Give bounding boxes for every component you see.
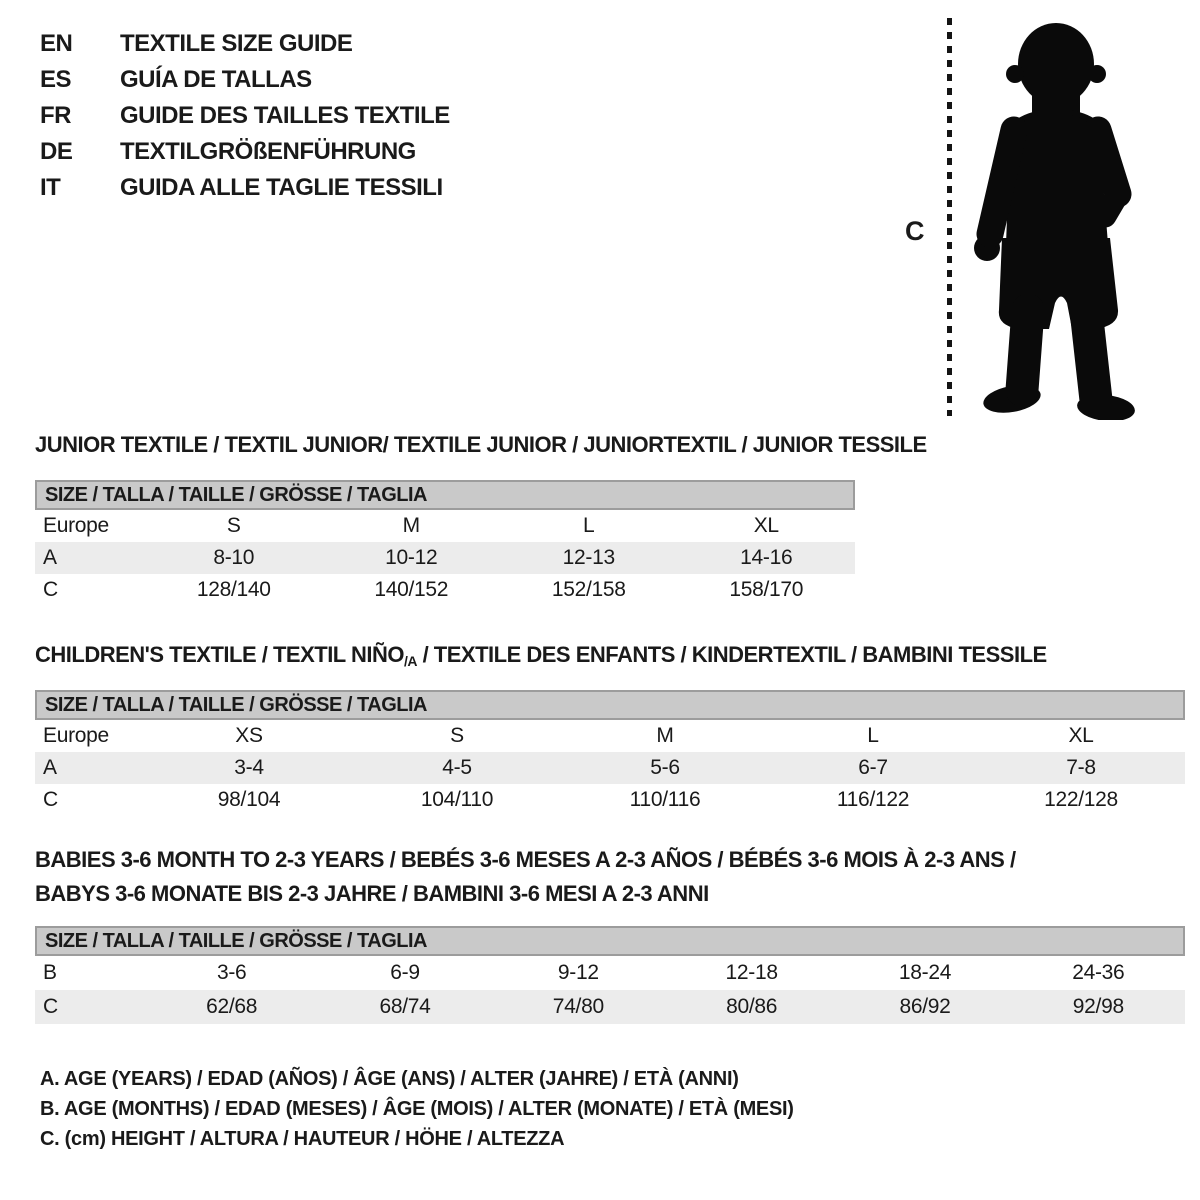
size-cell: M bbox=[402, 514, 420, 537]
age-cell: 8-10 bbox=[213, 546, 255, 569]
row-label: Europe bbox=[43, 514, 109, 537]
table-row-age bbox=[35, 752, 1185, 784]
age-cell: 6-7 bbox=[858, 756, 888, 779]
section-title-children bbox=[35, 642, 1185, 668]
language-code: DE bbox=[40, 138, 73, 165]
section-junior-textile bbox=[35, 432, 927, 606]
section-title-babies bbox=[35, 843, 1185, 911]
language-title-list bbox=[40, 26, 450, 206]
age-cell: 4-5 bbox=[442, 756, 472, 779]
size-cell: L bbox=[867, 724, 879, 747]
size-header-band: SIZE / TALLA / TAILLE / GRÖSSE / TAGLIA bbox=[35, 690, 1185, 720]
title-prefix: CHILDREN'S TEXTILE / TEXTIL NIÑO bbox=[35, 642, 404, 667]
legend-line-a: A. AGE (YEARS) / EDAD (AÑOS) / ÂGE (ANS) / ALTER (JAHRE) / ETÀ (ANNI) bbox=[40, 1068, 739, 1090]
legend bbox=[40, 1064, 794, 1154]
size-cell: XS bbox=[235, 724, 263, 747]
language-row-fr bbox=[40, 98, 450, 134]
height-measure-label: C bbox=[905, 216, 925, 246]
row-label: C bbox=[43, 578, 58, 601]
size-cell: L bbox=[583, 514, 595, 537]
age-cell: 18-24 bbox=[898, 961, 952, 984]
height-cell: 122/128 bbox=[1044, 788, 1118, 811]
height-cell: 92/98 bbox=[1072, 995, 1124, 1018]
section-childrens-textile bbox=[35, 642, 1185, 816]
table-row-age bbox=[35, 542, 855, 574]
title-subscript: /A bbox=[403, 653, 417, 669]
row-label: A bbox=[43, 546, 57, 569]
row-label: Europe bbox=[43, 724, 109, 747]
row-label: C bbox=[43, 995, 58, 1018]
size-cell: XL bbox=[1068, 724, 1094, 747]
size-cell: XL bbox=[753, 514, 779, 537]
size-cell: M bbox=[656, 724, 674, 747]
language-code: FR bbox=[40, 102, 71, 129]
row-label: A bbox=[43, 756, 57, 779]
size-header-band: SIZE / TALLA / TAILLE / GRÖSSE / TAGLIA bbox=[35, 480, 855, 510]
guide-title-en: TEXTILE SIZE GUIDE bbox=[120, 30, 353, 57]
size-cell: S bbox=[450, 724, 464, 747]
age-cell: 24-36 bbox=[1072, 961, 1125, 984]
language-code: ES bbox=[40, 66, 72, 93]
baby-silhouette-icon bbox=[968, 12, 1164, 420]
height-cell: 140/152 bbox=[374, 578, 449, 601]
age-cell: 3-4 bbox=[234, 756, 264, 779]
language-code: IT bbox=[40, 174, 61, 201]
height-cell: 110/116 bbox=[629, 788, 701, 811]
table-row-height bbox=[35, 574, 855, 606]
legend-line-c: C. (cm) HEIGHT / ALTURA / HAUTEUR / HÖHE / ALTEZZA bbox=[40, 1128, 565, 1150]
height-cell: 86/92 bbox=[899, 995, 951, 1018]
height-cell: 152/158 bbox=[551, 578, 626, 601]
language-row-en bbox=[40, 26, 450, 62]
language-row-de bbox=[40, 134, 450, 170]
table-row-height bbox=[35, 784, 1185, 816]
table-row-europe bbox=[35, 510, 855, 542]
age-cell: 9-12 bbox=[557, 961, 599, 984]
age-cell: 14-16 bbox=[740, 546, 793, 569]
age-cell: 5-6 bbox=[650, 756, 680, 779]
height-cell: 158/170 bbox=[729, 578, 804, 601]
row-label: B bbox=[43, 961, 57, 984]
height-cell: 104/110 bbox=[420, 788, 494, 811]
height-cell: 116/122 bbox=[836, 788, 910, 811]
height-cell: 80/86 bbox=[726, 995, 778, 1018]
age-cell: 10-12 bbox=[385, 546, 438, 569]
age-cell: 12-13 bbox=[562, 546, 615, 569]
language-row-it bbox=[40, 170, 450, 206]
title-line-1: BABIES 3-6 MONTH TO 2-3 YEARS / BEBÉS 3-6 MESES A 2-3 AÑOS / BÉBÉS 3-6 MOIS À 2-3 ANS / bbox=[35, 847, 1016, 872]
language-code: EN bbox=[40, 30, 73, 57]
size-header-band: SIZE / TALLA / TAILLE / GRÖSSE / TAGLIA bbox=[35, 926, 1185, 956]
section-babies-textile bbox=[35, 843, 1185, 1024]
age-cell: 3-6 bbox=[216, 961, 247, 984]
guide-title-es: GUÍA DE TALLAS bbox=[120, 66, 312, 93]
guide-title-de: TEXTILGRÖßENFÜHRUNG bbox=[120, 138, 416, 165]
height-cell: 74/80 bbox=[552, 995, 604, 1018]
row-label: C bbox=[43, 788, 58, 811]
size-cell: S bbox=[226, 514, 241, 537]
guide-title-fr: GUIDE DES TAILLES TEXTILE bbox=[120, 102, 450, 129]
guide-title-it: GUIDA ALLE TAGLIE TESSILI bbox=[120, 174, 443, 201]
title-line-2: BABYS 3-6 MONATE BIS 2-3 JAHRE / BAMBINI 3-6 MESI A 2-3 ANNI bbox=[35, 881, 709, 906]
language-row-es bbox=[40, 62, 450, 98]
height-cell: 128/140 bbox=[196, 578, 271, 601]
legend-line-b: B. AGE (MONTHS) / EDAD (MESES) / ÂGE (MOIS) / ALTER (MONATE) / ETÀ (MESI) bbox=[40, 1098, 794, 1120]
age-cell: 6-9 bbox=[390, 961, 420, 984]
age-cell: 12-18 bbox=[725, 961, 778, 984]
height-measure-dashed-line bbox=[947, 18, 952, 416]
height-cell: 68/74 bbox=[379, 995, 431, 1018]
age-cell: 7-8 bbox=[1066, 756, 1096, 779]
title-suffix: / TEXTILE DES ENFANTS / KINDERTEXTIL / BAMBINI TESSILE bbox=[416, 642, 1047, 667]
height-cell: 62/68 bbox=[206, 995, 258, 1018]
table-row-europe bbox=[35, 720, 1185, 752]
section-title-junior: JUNIOR TEXTILE / TEXTIL JUNIOR/ TEXTILE JUNIOR / JUNIORTEXTIL / JUNIOR TESSILE bbox=[35, 432, 927, 457]
table-row-age-months bbox=[35, 956, 1185, 990]
height-cell: 98/104 bbox=[217, 788, 281, 811]
table-row-height bbox=[35, 990, 1185, 1024]
